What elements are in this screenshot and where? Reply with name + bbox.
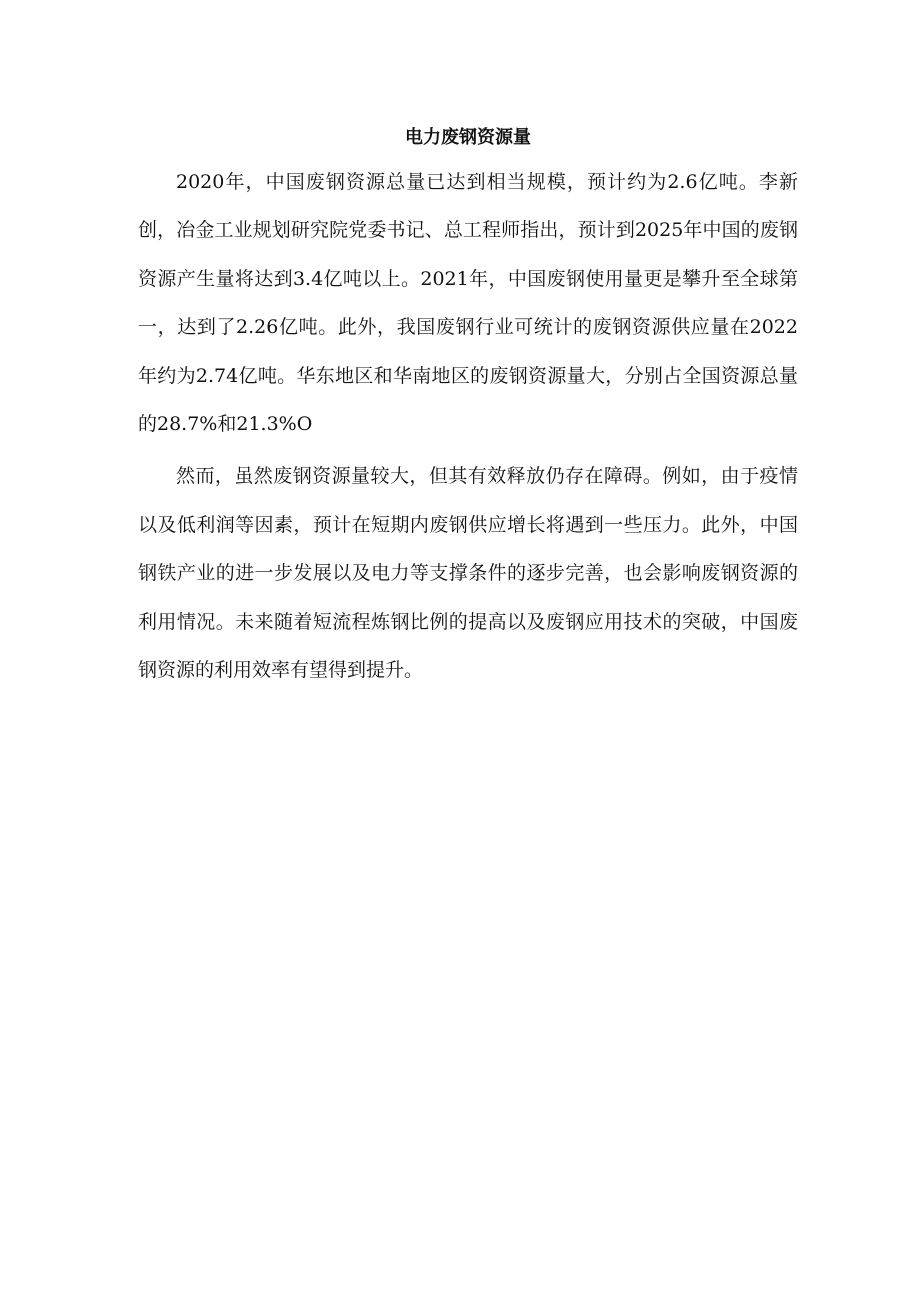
document-title: 电力废钢资源量	[405, 127, 531, 148]
paragraph-1: 2020年，中国废钢资源总量已达到相当规模，预计约为2.6亿吨。李新创，冶金工业规划研究院党委书记、总工程师指出，预计到2025年中国的废钢资源产生量将达到3.4亿吨以上。2021年，中国废钢使用量更是攀升至全球第一，达到了2.26亿吨。此外，我国废钢行业可统计的废钢资源供应量在2022年约为2.74亿吨。华东地区和华南地区的废钢资源量大，分别占全国资源总量的28.7%和21.3%O	[138, 171, 798, 436]
paragraph-2: 然而，虽然废钢资源量较大，但其有效释放仍存在障碍。例如，由于疫情以及低利润等因素，预计在短期内废钢供应增长将遇到一些压力。此外，中国钢铁产业的进一步发展以及电力等支撑条件的逐步完善，也会影响废钢资源的利用情况。未来随着短流程炼钢比例的提高以及废钢应用技术的突破，中国废钢资源的利用效率有望得到提升。	[138, 465, 798, 682]
document-page	[138, 118, 798, 694]
